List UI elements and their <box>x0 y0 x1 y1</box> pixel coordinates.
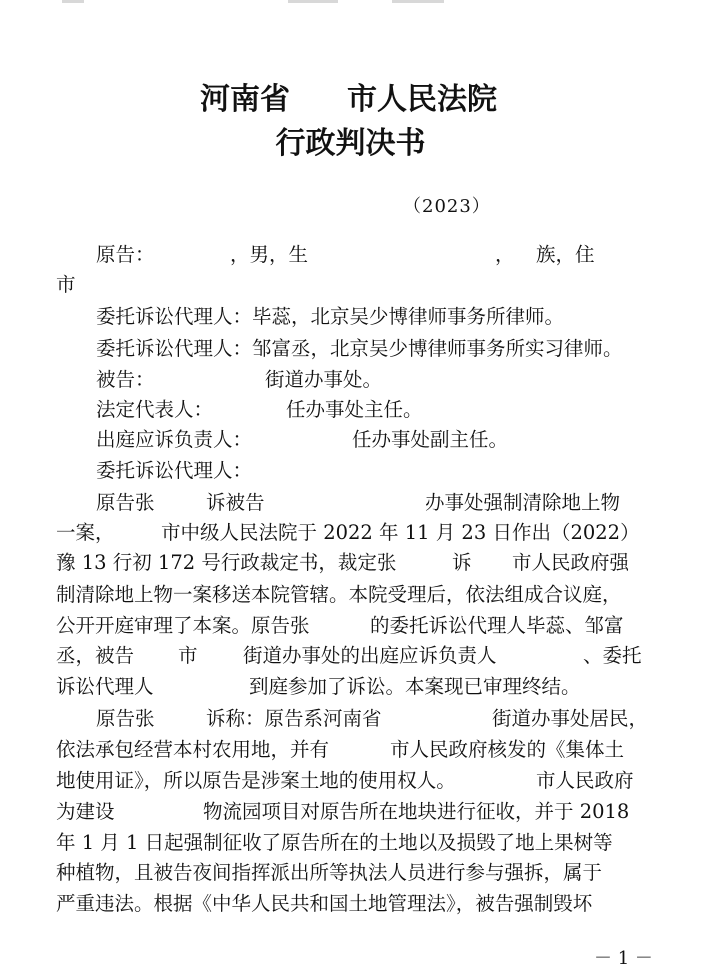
agent2-line: 委托诉讼代理人：邹富丞，北京吴少博律师事务所实习律师。 <box>96 337 623 360</box>
p1-line4: 制清除地上物一案移送本院管辖。本院受理后，依法组成合议庭， <box>56 583 622 606</box>
def-agent-line: 委托诉讼代理人： <box>96 459 253 482</box>
plaintiff-address: 市 <box>56 273 76 296</box>
p1-l2-b: 市中级人民法院于 2022 年 11 月 23 日作出（2022） <box>161 521 640 544</box>
plaintiff-label: 原告： <box>96 243 155 266</box>
court-heading <box>0 74 701 117</box>
p1-l1-b: 诉被告 <box>206 491 265 514</box>
p2-l3-a: 地使用证》，所以原告是涉案土地的使用权人。 <box>56 769 456 792</box>
p1-l5-a: 公开开庭审理了本案。原告张 <box>56 614 310 637</box>
p1-l3-a: 豫 13 行初 172 号行政裁定书，裁定张 <box>56 551 397 574</box>
p1-l5-b: 的委托诉讼代理人毕蕊、邹富 <box>370 614 624 637</box>
page-number: － 1 － <box>594 948 653 969</box>
p1-l6-a: 丞，被告 <box>56 644 135 667</box>
p1-l2-a: 一案， <box>56 521 115 544</box>
p1-l7-a: 诉讼代理人 <box>56 675 154 698</box>
p1-l6-c: 街道办事处的出庭应诉负责人 <box>243 644 497 667</box>
p2-line7: 严重违法。根据《中华人民共和国土地管理法》，被告强制毁坏 <box>56 892 593 915</box>
court-name: 市人民法院 <box>347 82 497 117</box>
court-province: 河南省 <box>200 82 290 117</box>
legal-rep-title: 任办事处主任。 <box>286 398 423 421</box>
p2-l1-b: 诉称：原告系河南省 <box>206 707 382 730</box>
p1-l7-b: 到庭参加了诉讼。本案现已审理终结。 <box>249 675 581 698</box>
document-title: 行政判决书 <box>275 126 426 161</box>
responsible-title: 任办事处副主任。 <box>352 428 509 451</box>
plaintiff-ethnicity: 族，住 <box>536 243 595 266</box>
p1-l1-c: 办事处强制清除地上物 <box>425 491 621 514</box>
p2-l4-b: 物流园项目对原告所在地块进行征收，并于 2018 <box>203 800 630 823</box>
p2-l3-b: 市人民政府 <box>536 769 634 792</box>
p1-l6-d: 、委托 <box>583 644 642 667</box>
p1-l6-b: 市 <box>178 644 198 667</box>
p2-l1-c: 街道办事处居民， <box>492 707 649 730</box>
p2-l4-a: 为建设 <box>56 800 115 823</box>
responsible-label: 出庭应诉负责人： <box>96 428 253 451</box>
p1-l1-a: 原告张 <box>96 491 155 514</box>
defendant-name: 街道办事处。 <box>265 368 383 391</box>
defendant-label: 被告： <box>96 368 155 391</box>
p2-l2-a: 依法承包经营本村农用地，并有 <box>56 738 330 761</box>
case-number: （2023） <box>403 196 491 217</box>
p2-line6: 种植物，且被告夜间指挥派出所等执法人员进行参与强拆，属于 <box>56 861 603 884</box>
p2-l1-a: 原告张 <box>96 707 155 730</box>
top-scan-marks <box>0 0 701 4</box>
p2-l2-b: 市人民政府核发的《集体土 <box>390 738 625 761</box>
plaintiff-gender: ，男，生 <box>230 243 309 266</box>
agent1-line: 委托诉讼代理人：毕蕊，北京吴少博律师事务所律师。 <box>96 305 565 328</box>
p1-l3-c: 市人民政府强 <box>512 551 630 574</box>
plaintiff-comma: ， <box>495 243 515 266</box>
p2-line5: 年 1 月 1 日起强制征收了原告所在的土地以及损毁了地上果树等 <box>56 831 613 854</box>
p1-l3-b: 诉 <box>452 551 472 574</box>
legal-rep-label: 法定代表人： <box>96 398 214 421</box>
